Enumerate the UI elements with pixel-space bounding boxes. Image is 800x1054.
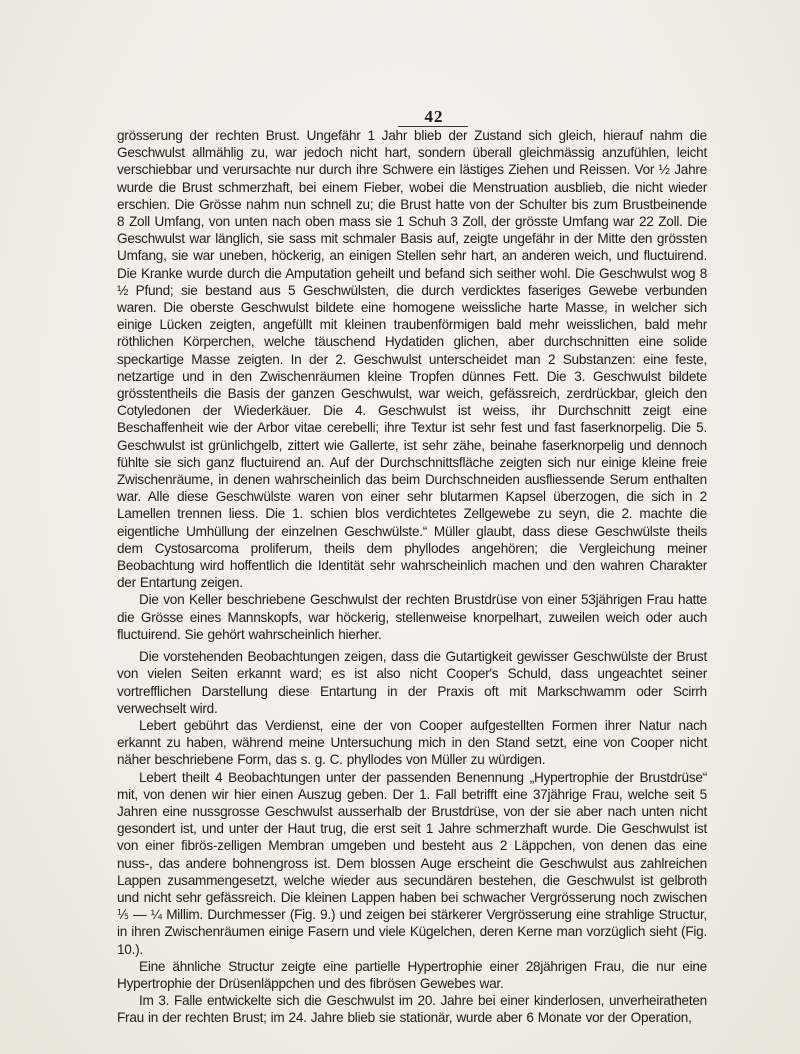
body-text [117,127,707,1027]
paragraph-7: Im 3. Falle entwickelte sich die Geschwulst im 20. Jahre bei einer kinderlosen, unverheiratheten Frau in der rechten Brust; im 24. Jahre blieb sie stationär, wurde aber 6 Monate vor der Operation, [117,993,707,1026]
paragraph-3: Die vorstehenden Beobachtungen zeigen, dass die Gutartigkeit gewisser Geschwülste der Brust von vielen Seiten erkannt ward; es ist also nicht Cooper's Schuld, dass ungeachtet seiner vortrefflichen Darstellung diese Entartung in der Praxis oft mit Markschwamm oder Scirrh verwechselt wird. [117,649,707,716]
paragraph-1: grösserung der rechten Brust. Ungefähr 1 Jahr blieb der Zustand sich gleich, hierauf nahm die Geschwulst allmählig zu, war jedoch nicht hart, sondern überall gleichmässig anzufühlen, leicht verschiebbar und verursachte nur durch ihre Schwere ein lästiges Ziehen und Reissen. Vor ½ Jahre wurde die Brust schmerzhaft, bei einem Fieber, wobei die Menstruation ausblieb, die nicht wieder erschien. Die Grösse nahm nun schnell zu; die Brust hatte von der Schulter bis zum Brustbeinende 8 Zoll Umfang, von unten nach oben mass sie 1 Schuh 3 Zoll, der grösste Umfang war 22 Zoll. Die Geschwulst war länglich, sie sass mit schmaler Basis auf, zeigte ungefähr in der Mitte den grössten Umfang, sie war uneben, höckerig, an einigen Stellen sehr hart, an anderen weich, und fluctuirend. Die Kranke wurde durch die Amputation geheilt und befand sich seither wohl. Die Geschwulst wog 8 ½ Pfund; sie bestand aus 5 Geschwülsten, die durch verdicktes faseriges Gewebe verbunden waren. Die oberste Geschwulst bildete eine homogene weissliche harte Masse, in welcher sich einige Lücken zeigten, angefüllt mit kleinen traubenförmigen bald mehr weisslichen, bald mehr röthlichen Körperchen, welche täuschend Hydatiden glichen, aber durchschnitten eine solide speckartige Masse zeigten. In der 2. Geschwulst unterscheidet man 2 Substanzen: eine feste, netzartige und in den Zwischenräumen kleine Tropfen dünnes Fett. Die 3. Geschwulst bildete grösstentheils die Basis der ganzen Geschwulst, war weich, gefässreich, zerdrückbar, gleich den Cotyledonen der Wiederkäuer. Die 4. Geschwulst ist weiss, ihr Durchschnitt zeigt eine Beschaffenheit wie der Arbor vitae cerebelli; ihre Textur ist sehr fest und fast faserknorpelig. Die 5. Geschwulst ist grünlichgelb, zittert wie Gallerte, ist sehr zähe, beinahe faserknorpelig und dennoch fühlte sie sich ganz fluctuirend an. Auf der Durchschnittsfläche zeigten sich nur einige kleine freie Zwischenräume, in denen wahrscheinlich das beim Durchschneiden ausfliessende Serum enthalten war. Alle diese Geschwülste waren von einer sehr blutarmen Kapsel überzogen, die sich in 2 Lamellen trennen liess. Die 1. schien blos verdichtetes Zellgewebe zu seyn, die 2. machte die eigentliche Umhüllung der einzelnen Geschwülste.“ Müller glaubt, dass diese Geschwülste theils dem Cystosarcoma proliferum, theils dem phyllodes angehören; die Vergleichung meiner Beobachtung wird hoffentlich die Identität sehr wahrscheinlich machen und den wahren Charakter der Entartung zeigen. [117,128,707,591]
paragraph-6: Eine ähnliche Structur zeigte eine partielle Hypertrophie einer 28jährigen Frau, die nur eine Hypertrophie der Drüsenläppchen und des fibrösen Gewebes war. [117,958,707,991]
paragraph-5: Lebert theilt 4 Beobachtungen unter der passenden Benennung „Hypertrophie der Brustdrüse“ mit, von denen wir hier einen Auszug geben. Der 1. Fall betrifft eine 37jährige Frau, welche seit 5 Jahren eine nussgrosse Geschwulst ausserhalb der Brustdrüse, von der sie aber nach unten nicht gesondert ist, und unter der Haut trug, die erst seit 1 Jahre schmerzhaft wurde. Die Geschwulst ist von einer fibrös-zelligen Membran umgeben und besteht aus 2 Läppchen, von denen das eine nuss-, das andere bohnengross ist. Dem blossen Auge erscheint die Geschwulst aus zahlreichen Lappen zusammengesetzt, welche wieder aus secundären bestehen, die Geschwulst ist gelbroth und nicht sehr gefässreich. Die kleinen Lappen haben bei schwacher Vergrösserung noch zwischen ⅕ — ¼ Millim. Durchmesser (Fig. 9.) und zeigen bei stärkerer Vergrösserung eine strahlige Structur, in ihren Zwischenräumen einige Fasern und viele Kügelchen, deren Kerne man vorzüglich sieht (Fig. 10.). [117,769,707,957]
paragraph-2: Die von Keller beschriebene Geschwulst der rechten Brustdrüse von einer 53jährigen Frau hatte die Grösse eines Mannskopfs, war höckerig, stellenweise knorpelhart, zuweilen weich oder auch fluctuirend. Sie gehört wahrscheinlich hierher. [117,592,707,642]
page-number: 42 [424,107,444,126]
paragraph-4: Lebert gebührt das Verdienst, eine der von Cooper aufgestellten Formen ihrer Natur nach erkannt zu haben, während meine Untersuchung mich in den Stand setzt, eine von Cooper nicht näher beschriebene Form, das s. g. C. phyllodes von Müller zu würdigen. [117,717,707,768]
